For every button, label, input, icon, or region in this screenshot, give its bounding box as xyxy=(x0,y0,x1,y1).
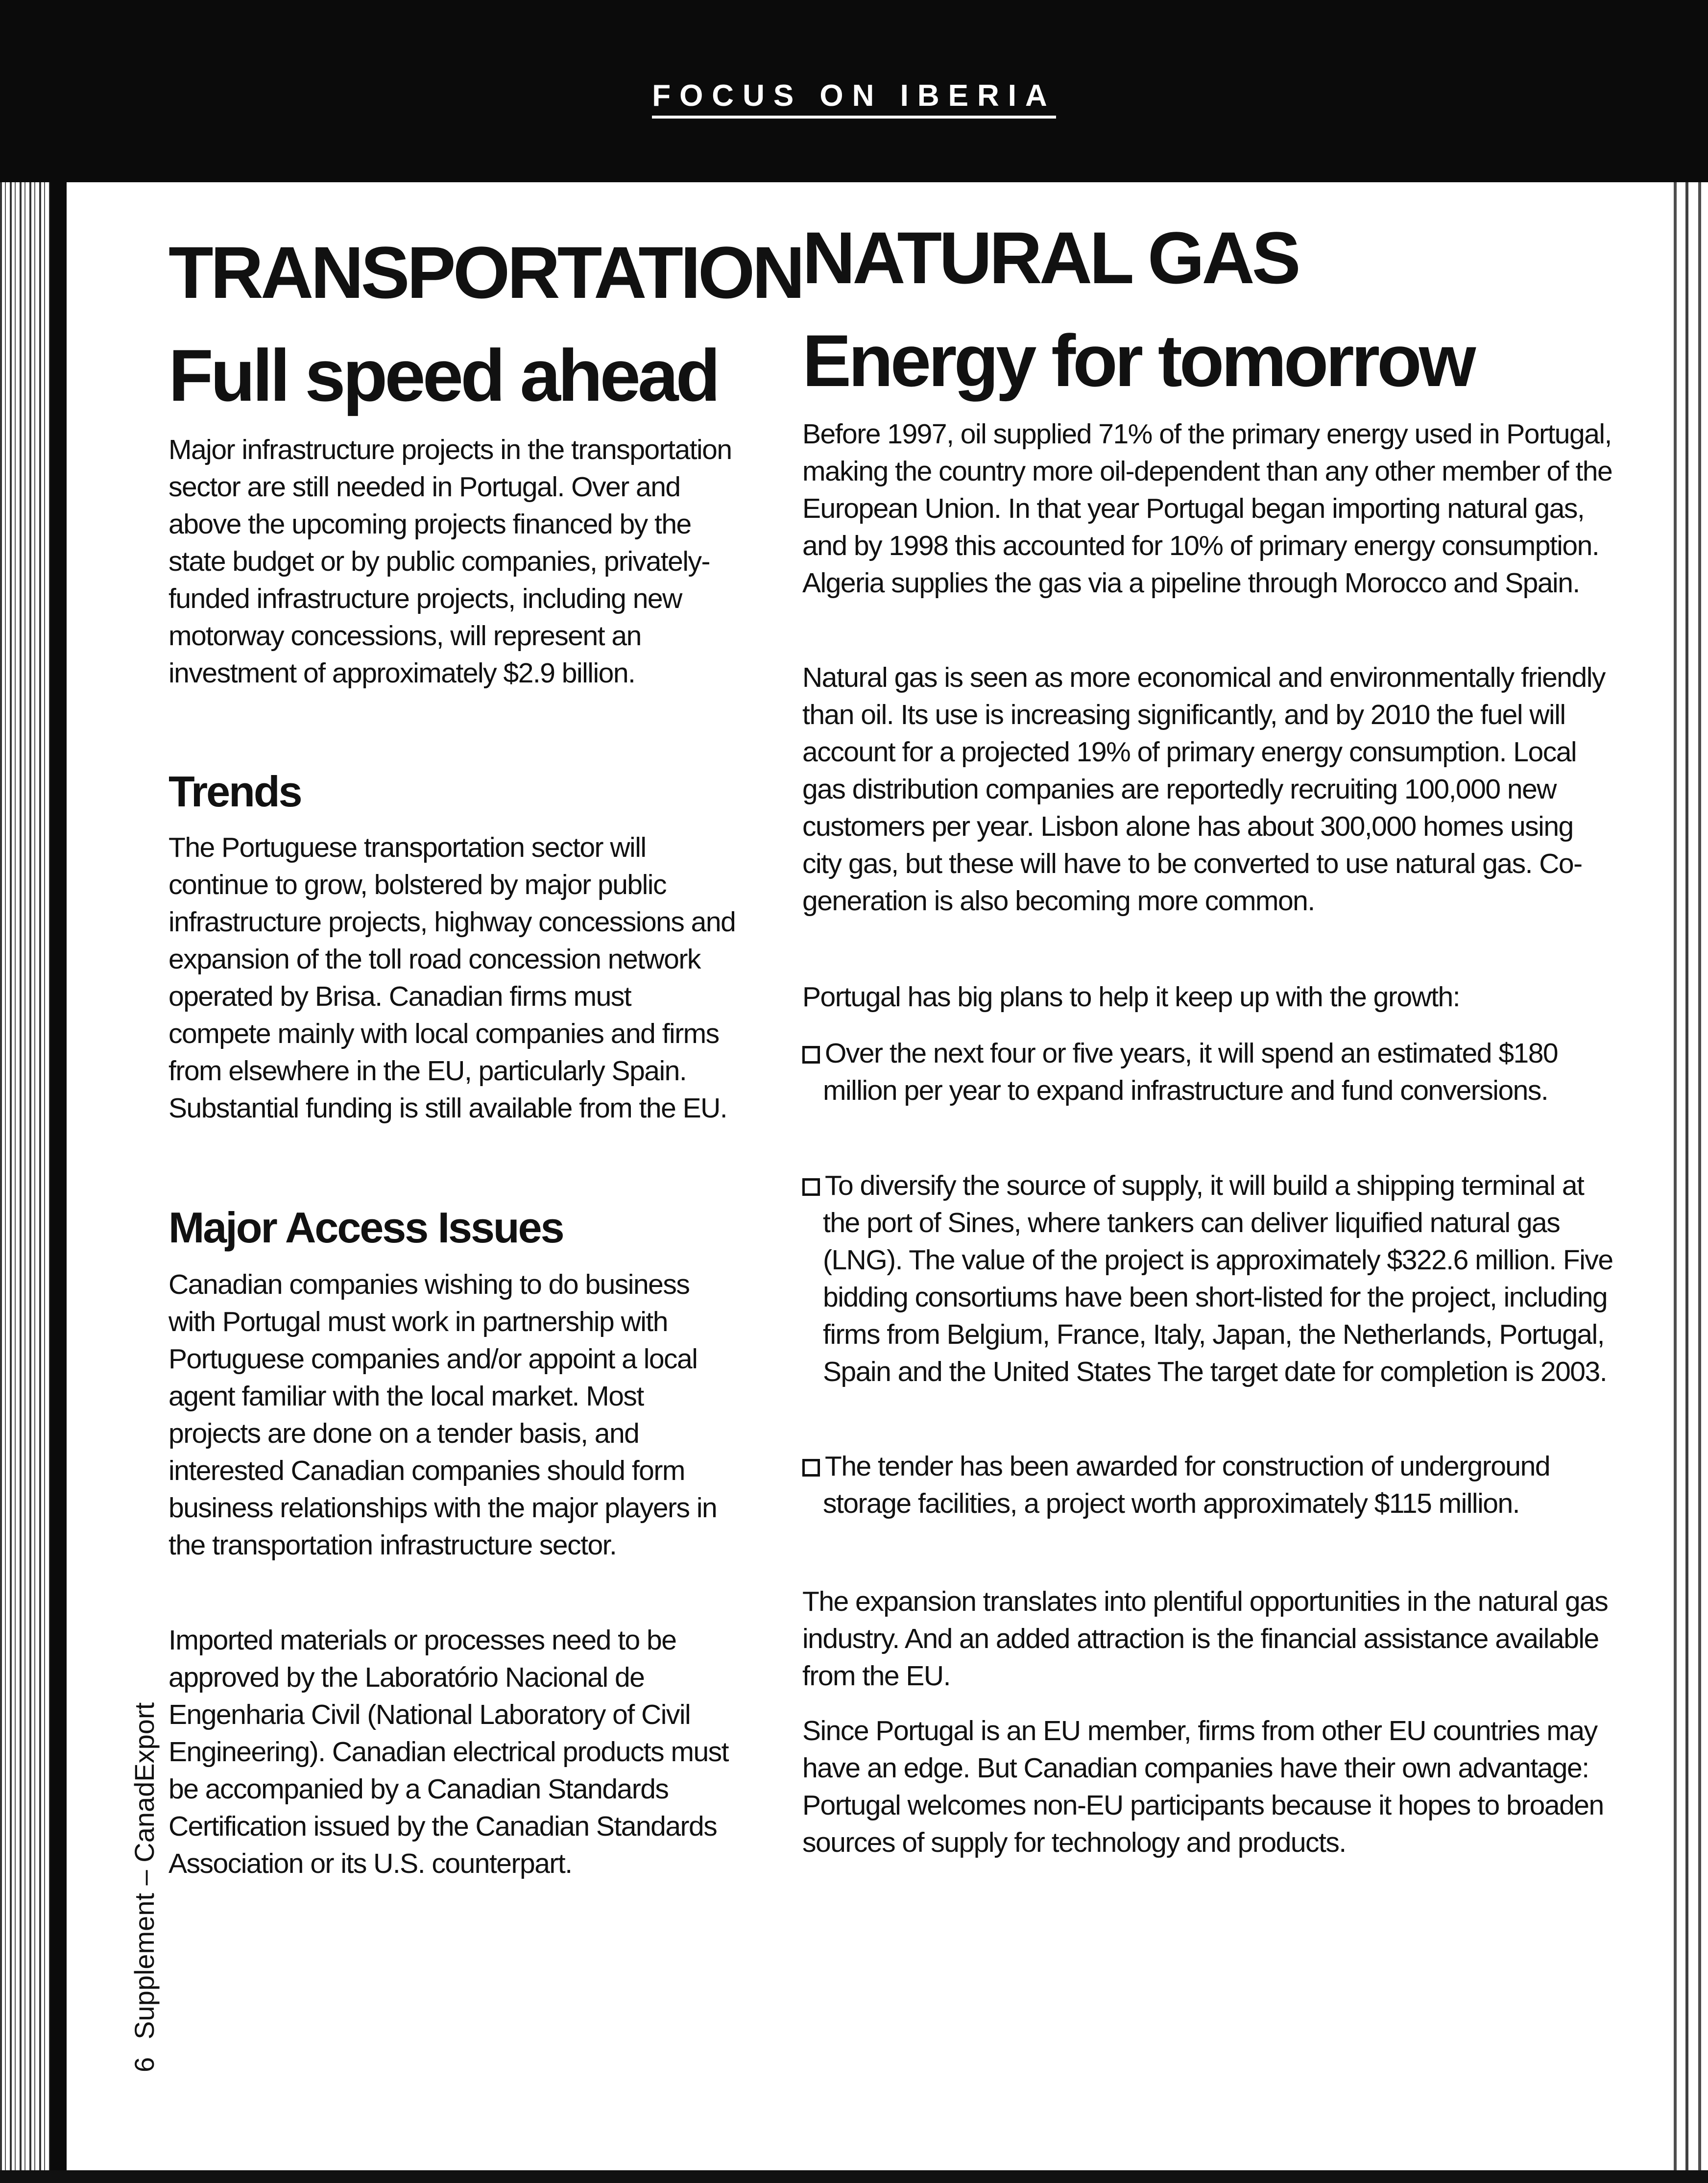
trends-text: The Portuguese transportation sector will continue to grow, bolstered by major public infrastructure projects, highway concessions and expansion of the toll road concession network operated by Brisa. Canadian firms must compete mainly with local companies and firms from elsewhere in the EU, particularly Spain. Substantial funding is still available from the EU. xyxy=(168,832,736,1124)
access-heading: Major Access Issues xyxy=(168,1203,563,1252)
transportation-title: TRANSPORTATION xyxy=(168,231,802,314)
access-text-2: Imported materials or processes need to be approved by the Laboratório Nacional de Engenharia Civil (National Laboratory of Civil Engineering). Canadian electrical products must be accompanied by a Canadian Standards Certification issued by the Canadian Standards Association or its U.S. counterpart. xyxy=(168,1625,728,1879)
gas-para-1: Before 1997, oil supplied 71% of the primary energy used in Portugal, making the country more oil-dependent than any other member of the European Union. In that year Portugal began importing natural gas, and by 1998 this accounted for 10% of primary energy consumption. Algeria supplies the gas via a pipeline through Morocco and Spain. xyxy=(802,418,1612,599)
access-text-1: Canadian companies wishing to do business with Portugal must work in partnership with Portuguese companies and/or appoint a local agent familiar with the local market. Most projects are done on a tender basis, and interested Canadian companies should form business relationships with the major players in the transportation infrastructure sector. xyxy=(168,1269,717,1561)
gas-para-2: Natural gas is seen as more economical and environmentally friendly than oil. Its use is increasing significantly, and by 2010 the fuel will account for a projected 19% of primary energy consumption. Local gas distribution companies are reportedly recruiting 100,000 new customers per year. Lisbon alone has about 300,000 homes using city gas, but these will have to be converted to use natural gas. Co-generation is also becoming more common. xyxy=(802,662,1605,917)
trends-heading: Trends xyxy=(168,767,301,816)
transportation-intro: Major infrastructure projects in the transportation sector are still needed in Portugal. Over and above the upcoming projects financed by the state budget or by public companies, privately-funded infrastructure projects, including new motorway concessions, will represent an investment of approximately $2.9 billion. xyxy=(168,434,732,689)
scan-edge-bottom xyxy=(0,2170,1708,2183)
gas-bullet-2: To diversify the source of supply, it will build a shipping terminal at the port of Sines, where tankers can deliver liquified natural gas (LNG). The value of the project is approximately $322.6 million. Five bidding consortiums have been short-listed for the project, including firms from Belgium, France, Italy, Japan, the Netherlands, Portugal, Spain and the United States The target date for completion is 2003. xyxy=(802,1167,1615,1390)
page-footer xyxy=(128,1702,160,2072)
natural-gas-subtitle: Energy for tomorrow xyxy=(802,319,1473,402)
checkbox-icon xyxy=(802,1459,820,1477)
gas-para-3: Portugal has big plans to help it keep up with the growth: xyxy=(802,981,1460,1013)
gas-bullet-3: The tender has been awarded for construction of underground storage facilities, a project worth approximately $115 million. xyxy=(802,1448,1615,1522)
gas-para-5: Since Portugal is an EU member, firms from other EU countries may have an edge. But Canadian companies have their own advantage: Portugal welcomes non-EU participants because it hopes to broaden sources of supply for technology and products. xyxy=(802,1715,1604,1858)
gas-bullet-1: Over the next four or five years, it will spend an estimated $180 million per year to expand infrastructure and fund conversions. xyxy=(802,1035,1615,1109)
checkbox-icon xyxy=(802,1178,820,1196)
checkbox-icon xyxy=(802,1046,820,1064)
section-label: FOCUS ON IBERIA xyxy=(0,78,1708,113)
gas-para-4: The expansion translates into plentiful opportunities in the natural gas industry. And an added attraction is the financial assistance available from the EU. xyxy=(802,1586,1608,1692)
publication-name: Supplement – CanadExport xyxy=(129,1702,160,2039)
scan-edge-right xyxy=(1664,0,1708,2183)
natural-gas-title: NATURAL GAS xyxy=(802,217,1298,299)
scan-binding-shadow xyxy=(50,0,67,2183)
page-number: 6 xyxy=(129,2057,160,2072)
transportation-subtitle: Full speed ahead xyxy=(168,334,718,416)
